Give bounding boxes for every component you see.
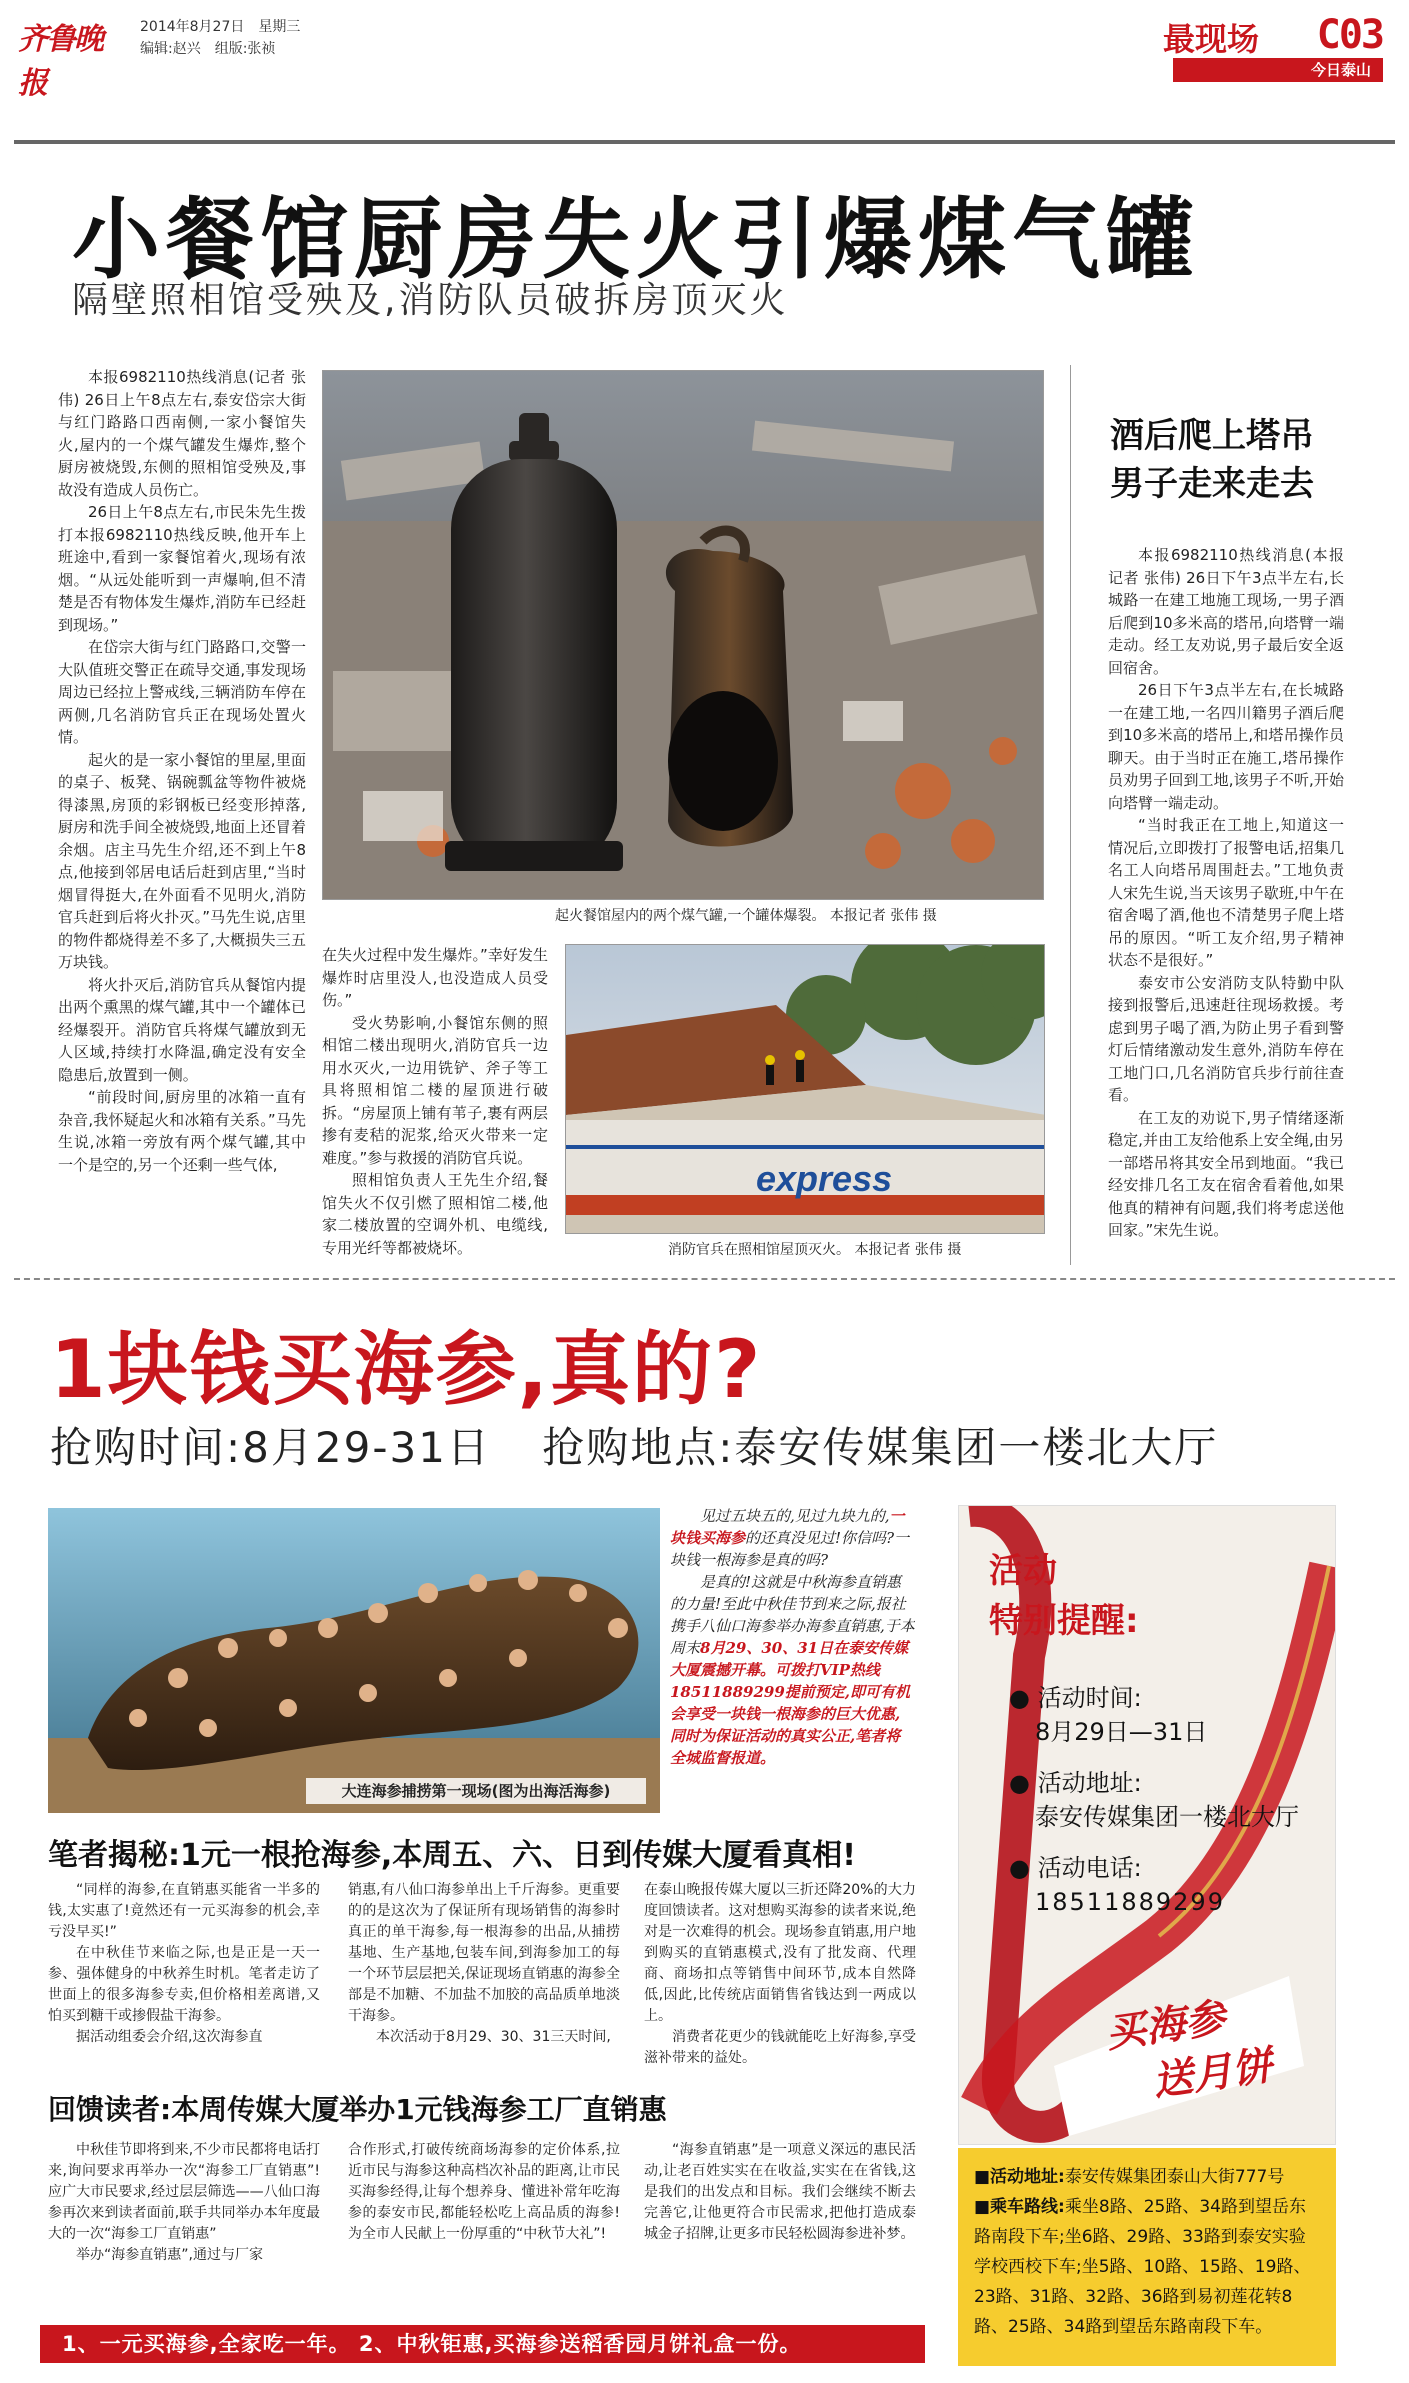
- side-headline: [1110, 412, 1314, 508]
- truck-text: express: [756, 1158, 893, 1199]
- feedback-column-1: [48, 2140, 320, 2318]
- reveal-headline: 笔者揭秘:1元一根抢海参,本周五、六、日到传媒大厦看真相!: [48, 1838, 856, 1873]
- reveal-column-3: [644, 1880, 916, 2080]
- reveal-column-1: [48, 1880, 320, 2080]
- notice-title-line: 特别提醒:: [989, 1601, 1139, 1641]
- route-info: [958, 2148, 1336, 2366]
- notice-time-value: 8月29日—31日: [1035, 1718, 1208, 1746]
- feedback-column-3: [644, 2140, 916, 2318]
- lead-paragraph: 本报6982110热线消息(记者 张伟) 26日上午8点左右,泰安岱宗大街与红门路路口西南侧,一家小餐馆失火,屋内的一个煤气罐发生爆炸,整个厨房被烧毁,东侧的照相馆受殃及,事故没有造成人员伤亡。: [58, 368, 306, 499]
- lead-paragraph: 照相馆负责人王先生介绍,餐馆失火不仅引燃了照相馆二楼,他家二楼放置的空调外机、电缆线,专用光纤等都被烧坏。: [322, 1171, 548, 1257]
- lead-column-1: [58, 366, 306, 1266]
- feedback-paragraph: “海参直销惠”是一项意义深远的惠民活动,让老百姓实实在在收益,实实在在省钱,这是我们的出发点和目标。我们会继续不断去完善它,让他更符合市民需求,把他打造成泰城金子招牌,让更多市民轻松圆海参进补梦。: [644, 2142, 916, 2242]
- side-headline-line: 男子走来走去: [1110, 464, 1314, 504]
- lead-paragraph: 26日上午8点左右,市民朱先生拨打本报6982110热线反映,他开车上班途中,看到一家餐馆着火,现场有浓烟。“从远处能听到一声爆响,但不清楚是否有物体发生爆炸,消防车已经赶到现场。”: [58, 503, 306, 634]
- bus-value: 乘坐8路、25路、34路到望岳东路南段下车;坐6路、29路、33路到泰安实验学校西校下车;坐5路、10路、15路、19路、23路、31路、32路、36路到易初莲花转8路、25路、34路到望岳东路南段下车。: [974, 2197, 1311, 2337]
- sea-cucumber-caption: 大连海参捕捞第一现场(图为出海活海参): [306, 1778, 646, 1804]
- feedback-paragraph: 中秋佳节即将到来,不少市民都将电话打来,询问要求再举办一次“海参工厂直销惠”!应广大市民要求,经过层层筛选——八仙口海参再次来到读者面前,联手共同举办本年度最大的一次“海参工厂直销惠”: [48, 2142, 320, 2242]
- promo-banner-line: 买海参: [1102, 1993, 1229, 2058]
- rooftop-illustration: [566, 945, 1045, 1234]
- side-paragraph: 26日下午3点半左右,在长城路一在建工地,一名四川籍男子酒后爬到10多米高的塔吊上,和塔吊操作员聊天。由于当时正在施工,塔吊操作员劝男子回到工地,该男子不听,开始向塔臂一端走动。: [1108, 681, 1344, 812]
- notice-phone: ● 活动电话: 18511889299: [1009, 1851, 1225, 1919]
- sea-cucumber-illustration: [48, 1508, 660, 1813]
- newspaper-logo: 齐鲁晚报: [18, 22, 102, 101]
- column-divider: [1070, 365, 1071, 1265]
- ad-intro-paragraph: [670, 1571, 915, 1769]
- side-paragraph: “当时我正在工地上,知道这一情况后,立即拨打了报警电话,招集几名工人向塔吊周围赶去。”工地负责人宋先生说,当天该男子歇班,中午在宿舍喝了酒,他也不清楚男子爬上塔吊的原因。“听工友介绍,男子精神状态不是很好。”: [1108, 816, 1344, 969]
- reveal-paragraph: 据活动组委会介绍,这次海参直: [76, 2029, 263, 2045]
- ad-intro-highlight: 一块钱买海参: [670, 1507, 905, 1547]
- side-headline-line: 酒后爬上塔吊: [1110, 416, 1314, 456]
- lead-paragraph: 在岱宗大街与红门路路口,交警一大队值班交警正在疏导交通,事发现场周边已经拉上警戒线,三辆消防车停在两侧,几名消防官兵正在现场处置火情。: [58, 638, 306, 746]
- reveal-paragraph: 消费者花更少的钱就能吃上好海参,享受滋补带来的益处。: [644, 2029, 916, 2066]
- header-rule: [14, 140, 1395, 144]
- address-value: 泰安传媒集团泰山大街777号: [1064, 2167, 1285, 2187]
- editor-credit: 编辑:赵兴: [140, 41, 201, 57]
- reveal-paragraph: 本次活动于8月29、30、31三天时间,: [376, 2029, 611, 2045]
- bus-label: ■乘车路线:: [974, 2197, 1065, 2217]
- ad-intro-highlight: 8月29、30、31日在泰安传媒大厦震撼开幕。可拨打VIP热线18511889299提前预定,即可有机会享受一块钱一根海参的巨大优惠,同时为保证活动的真实公正,笔者将全城监督报道。: [670, 1639, 911, 1767]
- lead-paragraph: 在失火过程中发生爆炸。”幸好发生爆炸时店里没人,也没造成人员受伤。”: [322, 946, 548, 1009]
- promo-banner: [1102, 1985, 1275, 2114]
- ad-time: 抢购时间:8月29-31日: [50, 1423, 491, 1472]
- lead-paragraph: 受火势影响,小餐馆东侧的照相馆二楼出现明火,消防官兵一边用水灭火,一边用铣铲、斧子等工具将照相馆二楼的屋顶进行破拆。“房屋顶上铺有苇子,裹有两层掺有麦秸的泥浆,给灭火带来一定难度。”参与救援的消防官兵说。: [322, 1013, 548, 1167]
- section-subtitle: 今日泰山: [1173, 58, 1383, 82]
- ad-intro-text: 是真的!这就是中秋海参直销惠的力量!至此中秋佳节到来之际,报社携手八仙口海参举办海参直销惠,于本周末: [670, 1573, 915, 1657]
- side-paragraph: 本报6982110热线消息(本报记者 张伟) 26日下午3点半左右,长城路一在建工地施工现场,一男子酒后爬到10多米高的塔吊,向塔臂一端走动。经工友劝说,男子最后安全返回宿舍。: [1108, 546, 1344, 677]
- lead-paragraph: 起火的是一家小餐馆的里屋,里面的桌子、板凳、锅碗瓢盆等物件被烧得漆黑,房顶的彩钢板已经变形掉落,厨房和洗手间全被烧毁,地面上还冒着余烟。店主马先生介绍,还不到上午8点,他接到邻居电话后赶到店里,“当时烟冒得挺大,在外面看不见明火,消防官兵赶到后将火扑灭。”马先生说,店里的物件都烧得差不多了,大概损失三五万块钱。: [58, 750, 306, 971]
- feedback-paragraph: 举办“海参直销惠”,通过与厂家: [76, 2247, 263, 2263]
- lead-headline: 小餐馆厨房失火引爆煤气罐: [72, 188, 1201, 291]
- promo-banner-line: 送月饼: [1149, 2041, 1276, 2106]
- side-paragraph: 泰安市公安消防支队特勤中队接到报警后,迅速赶往现场救援。考虑到男子喝了酒,为防止男子看到警灯后情绪激动发生意外,消防车停在工地门口,几名消防官兵步行前往查看。: [1108, 973, 1344, 1104]
- ad-intro-text: 见过五块五的,见过九块九的,: [700, 1507, 890, 1525]
- notice-phone-value: 18511889299: [1035, 1888, 1225, 1916]
- section-separator: [14, 1278, 1395, 1280]
- layout-credit: 组版:张祯: [214, 41, 276, 57]
- notice-time: ● 活动时间: 8月29日—31日: [1009, 1681, 1207, 1749]
- photo1-caption: 起火餐馆屋内的两个煤气罐,一个罐体爆裂。 本报记者 张伟 摄: [555, 908, 937, 924]
- feedback-paragraph: 合作形式,打破传统商场海参的定价体系,拉近市民与海参这种高档次补品的距离,让市民买海参经得,让每个想养身、懂进补常年吃海参的泰安市民,都能轻松吃上高品质的海参!为全市人民献上一份厚重的“中秋节大礼”!: [348, 2142, 620, 2242]
- lead-paragraph: “前段时间,厨房里的冰箱一直有杂音,我怀疑起火和冰箱有关系。”马先生说,冰箱一旁放有两个煤气罐,其中一个是空的,另一个还剩一些气体,: [58, 1088, 306, 1174]
- ad-place: 抢购地点:泰安传媒集团一楼北大厅: [542, 1423, 1219, 1472]
- issue-date: 2014年8月27日: [140, 19, 245, 35]
- notice-title: [989, 1546, 1139, 1646]
- rooftop-photo: [565, 944, 1045, 1234]
- notice-place-value: 泰安传媒集团一楼北大厅: [1035, 1803, 1299, 1831]
- reveal-paragraph: 在中秋佳节来临之际,也是正是一天一参、强体健身的中秋养生时机。笔者走访了世面上的很多海参专卖,但价格相差离谱,又怕买到糖干或掺假盐干海参。: [48, 1945, 320, 2024]
- ad-intro-text: 的还真没见过!你信吗?一块钱一根海参是真的吗?: [670, 1529, 910, 1569]
- notice-time-label: 活动时间:: [1037, 1684, 1142, 1712]
- address-label: ■活动地址:: [974, 2167, 1065, 2187]
- ad-intro: [670, 1505, 915, 1825]
- sea-cucumber-photo: [48, 1508, 660, 1813]
- reveal-paragraph: 销惠,有八仙口海参单出上千斤海参。更重要的的是这次为了保证所有现场销售的海参时真正的单干海参,每一根海参的出品,从捕捞基地、生产基地,包装车间,到海参加工的每一个环节层层把关,保证现场直销惠的海参全部是不加糖、不加盐不加胶的高品质单地淡干海参。: [348, 1882, 620, 2024]
- notice-title-line: 活动: [989, 1551, 1057, 1591]
- masthead-info: [140, 16, 314, 60]
- reveal-paragraph: 在泰山晚报传媒大厦以三折还降20%的大力度回馈读者。这对想购买海参的读者来说,绝对是一次难得的机会。现场参直销惠,用户地到购买的直销惠模式,没有了批发商、代理商、商场扣点等销售中间环节,成本自然降低,因此,比传统店面销售省钱达到一两成以上。: [644, 1882, 916, 2024]
- gas-cylinder-photo: [322, 370, 1044, 900]
- offer-strip: 1、一元买海参,全家吃一年。 2、中秋钜惠,买海参送稻香园月饼礼盒一份。: [40, 2325, 925, 2363]
- section-label: 最现场: [1162, 20, 1259, 58]
- feedback-column-2: [348, 2140, 620, 2318]
- ad-time-place: [50, 1415, 1218, 1475]
- lead-paragraph: 将火扑灭后,消防官兵从餐馆内提出两个熏黑的煤气罐,其中一个罐体已经爆裂开。消防官兵将煤气罐放到无人区域,持续打水降温,确定没有安全隐患后,放置到一侧。: [58, 975, 306, 1084]
- ad-headline: 1块钱买海参,真的?: [50, 1323, 763, 1416]
- notice-place-label: 活动地址:: [1037, 1769, 1142, 1797]
- reveal-paragraph: “同样的海参,在直销惠买能省一半多的钱,太实惠了!竟然还有一元买海参的机会,幸亏没早买!”: [48, 1882, 320, 1940]
- page-code: C03: [1316, 12, 1383, 58]
- issue-weekday: 星期三: [258, 19, 301, 35]
- notice-place: ● 活动地址: 泰安传媒集团一楼北大厅: [1009, 1766, 1299, 1834]
- gas-cylinder-illustration: [323, 371, 1044, 900]
- photo2-caption: 消防官兵在照相馆屋顶灭火。 本报记者 张伟 摄: [668, 1242, 962, 1258]
- notice-phone-label: 活动电话:: [1037, 1854, 1142, 1882]
- reveal-column-2: [348, 1880, 620, 2080]
- ad-intro-paragraph: [670, 1505, 915, 1571]
- lead-column-2: [322, 944, 548, 1264]
- feedback-headline: 回馈读者:本周传媒大厦举办1元钱海参工厂直销惠: [48, 2093, 667, 2126]
- event-notice: [958, 1505, 1336, 2145]
- side-story-body: [1108, 544, 1344, 1264]
- side-paragraph: 在工友的劝说下,男子情绪逐渐稳定,并由工友给他系上安全绳,由另一部塔吊将其安全吊到地面。“我已经安排几名工友在宿舍看着他,如果他真的精神有问题,我们将考虑送他回家。”宋先生说。: [1108, 1108, 1344, 1239]
- lead-subhead: 隔壁照相馆受殃及,消防队员破拆房顶灭火: [72, 280, 789, 321]
